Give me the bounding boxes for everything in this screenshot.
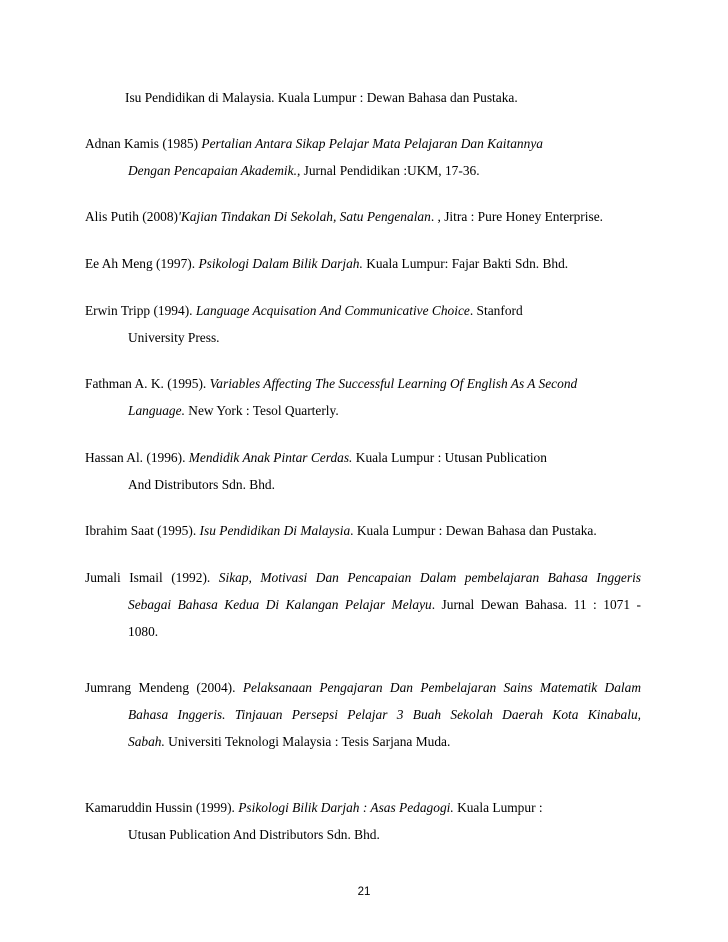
- reference-text-segment: Ibrahim Saat (1995).: [85, 523, 200, 538]
- reference-title-segment: Dengan Pencapaian Akademik.: [128, 163, 297, 178]
- reference-title-segment: Language Acquisation And Communicative Choice: [195, 303, 470, 318]
- reference-4-line-0: [85, 303, 523, 319]
- reference-2-line-0: [85, 209, 603, 225]
- reference-title-segment: Mendidik Anak Pintar Cerdas.: [188, 450, 353, 465]
- reference-text-segment: 1080.: [128, 624, 159, 639]
- reference-text-segment: . Jurnal Dewan Bahasa. 11 : 1071 -: [431, 597, 641, 612]
- reference-text-segment: And Distributors Sdn. Bhd.: [128, 477, 275, 492]
- reference-title-segment: Psikologi Bilik Darjah : Asas Pedagogi.: [238, 800, 454, 815]
- reference-0-line-0: [125, 90, 518, 106]
- reference-8-line-0: [85, 570, 641, 586]
- reference-text-segment: Alis Putih (2008): [85, 209, 178, 224]
- reference-6-line-0: [85, 450, 547, 466]
- reference-text-segment: , Jurnal Pendidikan :UKM, 17-36.: [296, 163, 480, 178]
- reference-8-line-2: [128, 624, 158, 640]
- reference-5-line-1: [128, 403, 339, 419]
- reference-4-line-1: [128, 330, 220, 346]
- reference-title-segment: Language.: [128, 403, 185, 418]
- reference-text-segment: . Stanford: [469, 303, 523, 318]
- reference-title-segment: Sikap, Motivasi Dan Pencapaian Dalam pembelajaran Bahasa Inggeris: [218, 570, 641, 585]
- reference-1-line-1: [128, 163, 480, 179]
- reference-text-segment: Kuala Lumpur : Utusan Publication: [352, 450, 547, 465]
- reference-text-segment: Hassan Al. (1996).: [85, 450, 189, 465]
- page-number: 21: [357, 886, 371, 898]
- reference-text-segment: Adnan Kamis (1985): [85, 136, 202, 151]
- reference-9-line-2: [128, 734, 450, 750]
- reference-title-segment: Sabah.: [128, 734, 165, 749]
- reference-title-segment: 'Kajian Tindakan Di Sekolah, Satu Pengenalan: [178, 209, 431, 224]
- reference-text-segment: Utusan Publication And Distributors Sdn. Bhd.: [128, 827, 380, 842]
- reference-10-line-1: [128, 827, 380, 843]
- reference-text-segment: Fathman A. K. (1995).: [85, 376, 210, 391]
- reference-text-segment: . , Jitra : Pure Honey Enterprise.: [430, 209, 603, 224]
- reference-10-line-0: [85, 800, 543, 816]
- reference-title-segment: Pertalian Antara Sikap Pelajar Mata Pelajaran Dan Kaitannya: [201, 136, 543, 151]
- reference-title-segment: Bahasa Inggeris. Tinjauan Persepsi Pelajar 3 Buah Sekolah Daerah Kota Kinabalu,: [128, 707, 641, 722]
- reference-5-line-0: [85, 376, 577, 392]
- reference-9-line-1: [128, 707, 641, 723]
- reference-text-segment: Isu Pendidikan di Malaysia. Kuala Lumpur : Dewan Bahasa dan Pustaka.: [125, 90, 518, 105]
- reference-text-segment: University Press.: [128, 330, 220, 345]
- reference-text-segment: Kuala Lumpur :: [453, 800, 543, 815]
- reference-7-line-0: [85, 523, 597, 539]
- reference-text-segment: Erwin Tripp (1994).: [85, 303, 196, 318]
- reference-title-segment: Psikologi Dalam Bilik Darjah.: [198, 256, 363, 271]
- reference-text-segment: New York : Tesol Quarterly.: [184, 403, 339, 418]
- reference-title-segment: Variables Affecting The Successful Learning Of English As A Second: [209, 376, 578, 391]
- reference-title-segment: Pelaksanaan Pengajaran Dan Pembelajaran Sains Matematik Dalam: [242, 680, 642, 695]
- reference-text-segment: Ee Ah Meng (1997).: [85, 256, 199, 271]
- reference-9-line-0: [85, 680, 641, 696]
- reference-text-segment: Universiti Teknologi Malaysia : Tesis Sarjana Muda.: [164, 734, 451, 749]
- reference-1-line-0: [85, 136, 543, 152]
- reference-title-segment: Isu Pendidikan Di Malaysia: [199, 523, 351, 538]
- reference-title-segment: Sebagai Bahasa Kedua Di Kalangan Pelajar Melayu: [128, 597, 432, 612]
- reference-text-segment: Kamaruddin Hussin (1999).: [85, 800, 239, 815]
- reference-text-segment: Kuala Lumpur: Fajar Bakti Sdn. Bhd.: [362, 256, 569, 271]
- reference-6-line-1: [128, 477, 275, 493]
- reference-text-segment: . Kuala Lumpur : Dewan Bahasa dan Pustaka.: [350, 523, 597, 538]
- reference-text-segment: Jumrang Mendeng (2004).: [85, 680, 243, 695]
- reference-text-segment: Jumali Ismail (1992).: [85, 570, 219, 585]
- reference-3-line-0: [85, 256, 568, 272]
- reference-8-line-1: [128, 597, 641, 613]
